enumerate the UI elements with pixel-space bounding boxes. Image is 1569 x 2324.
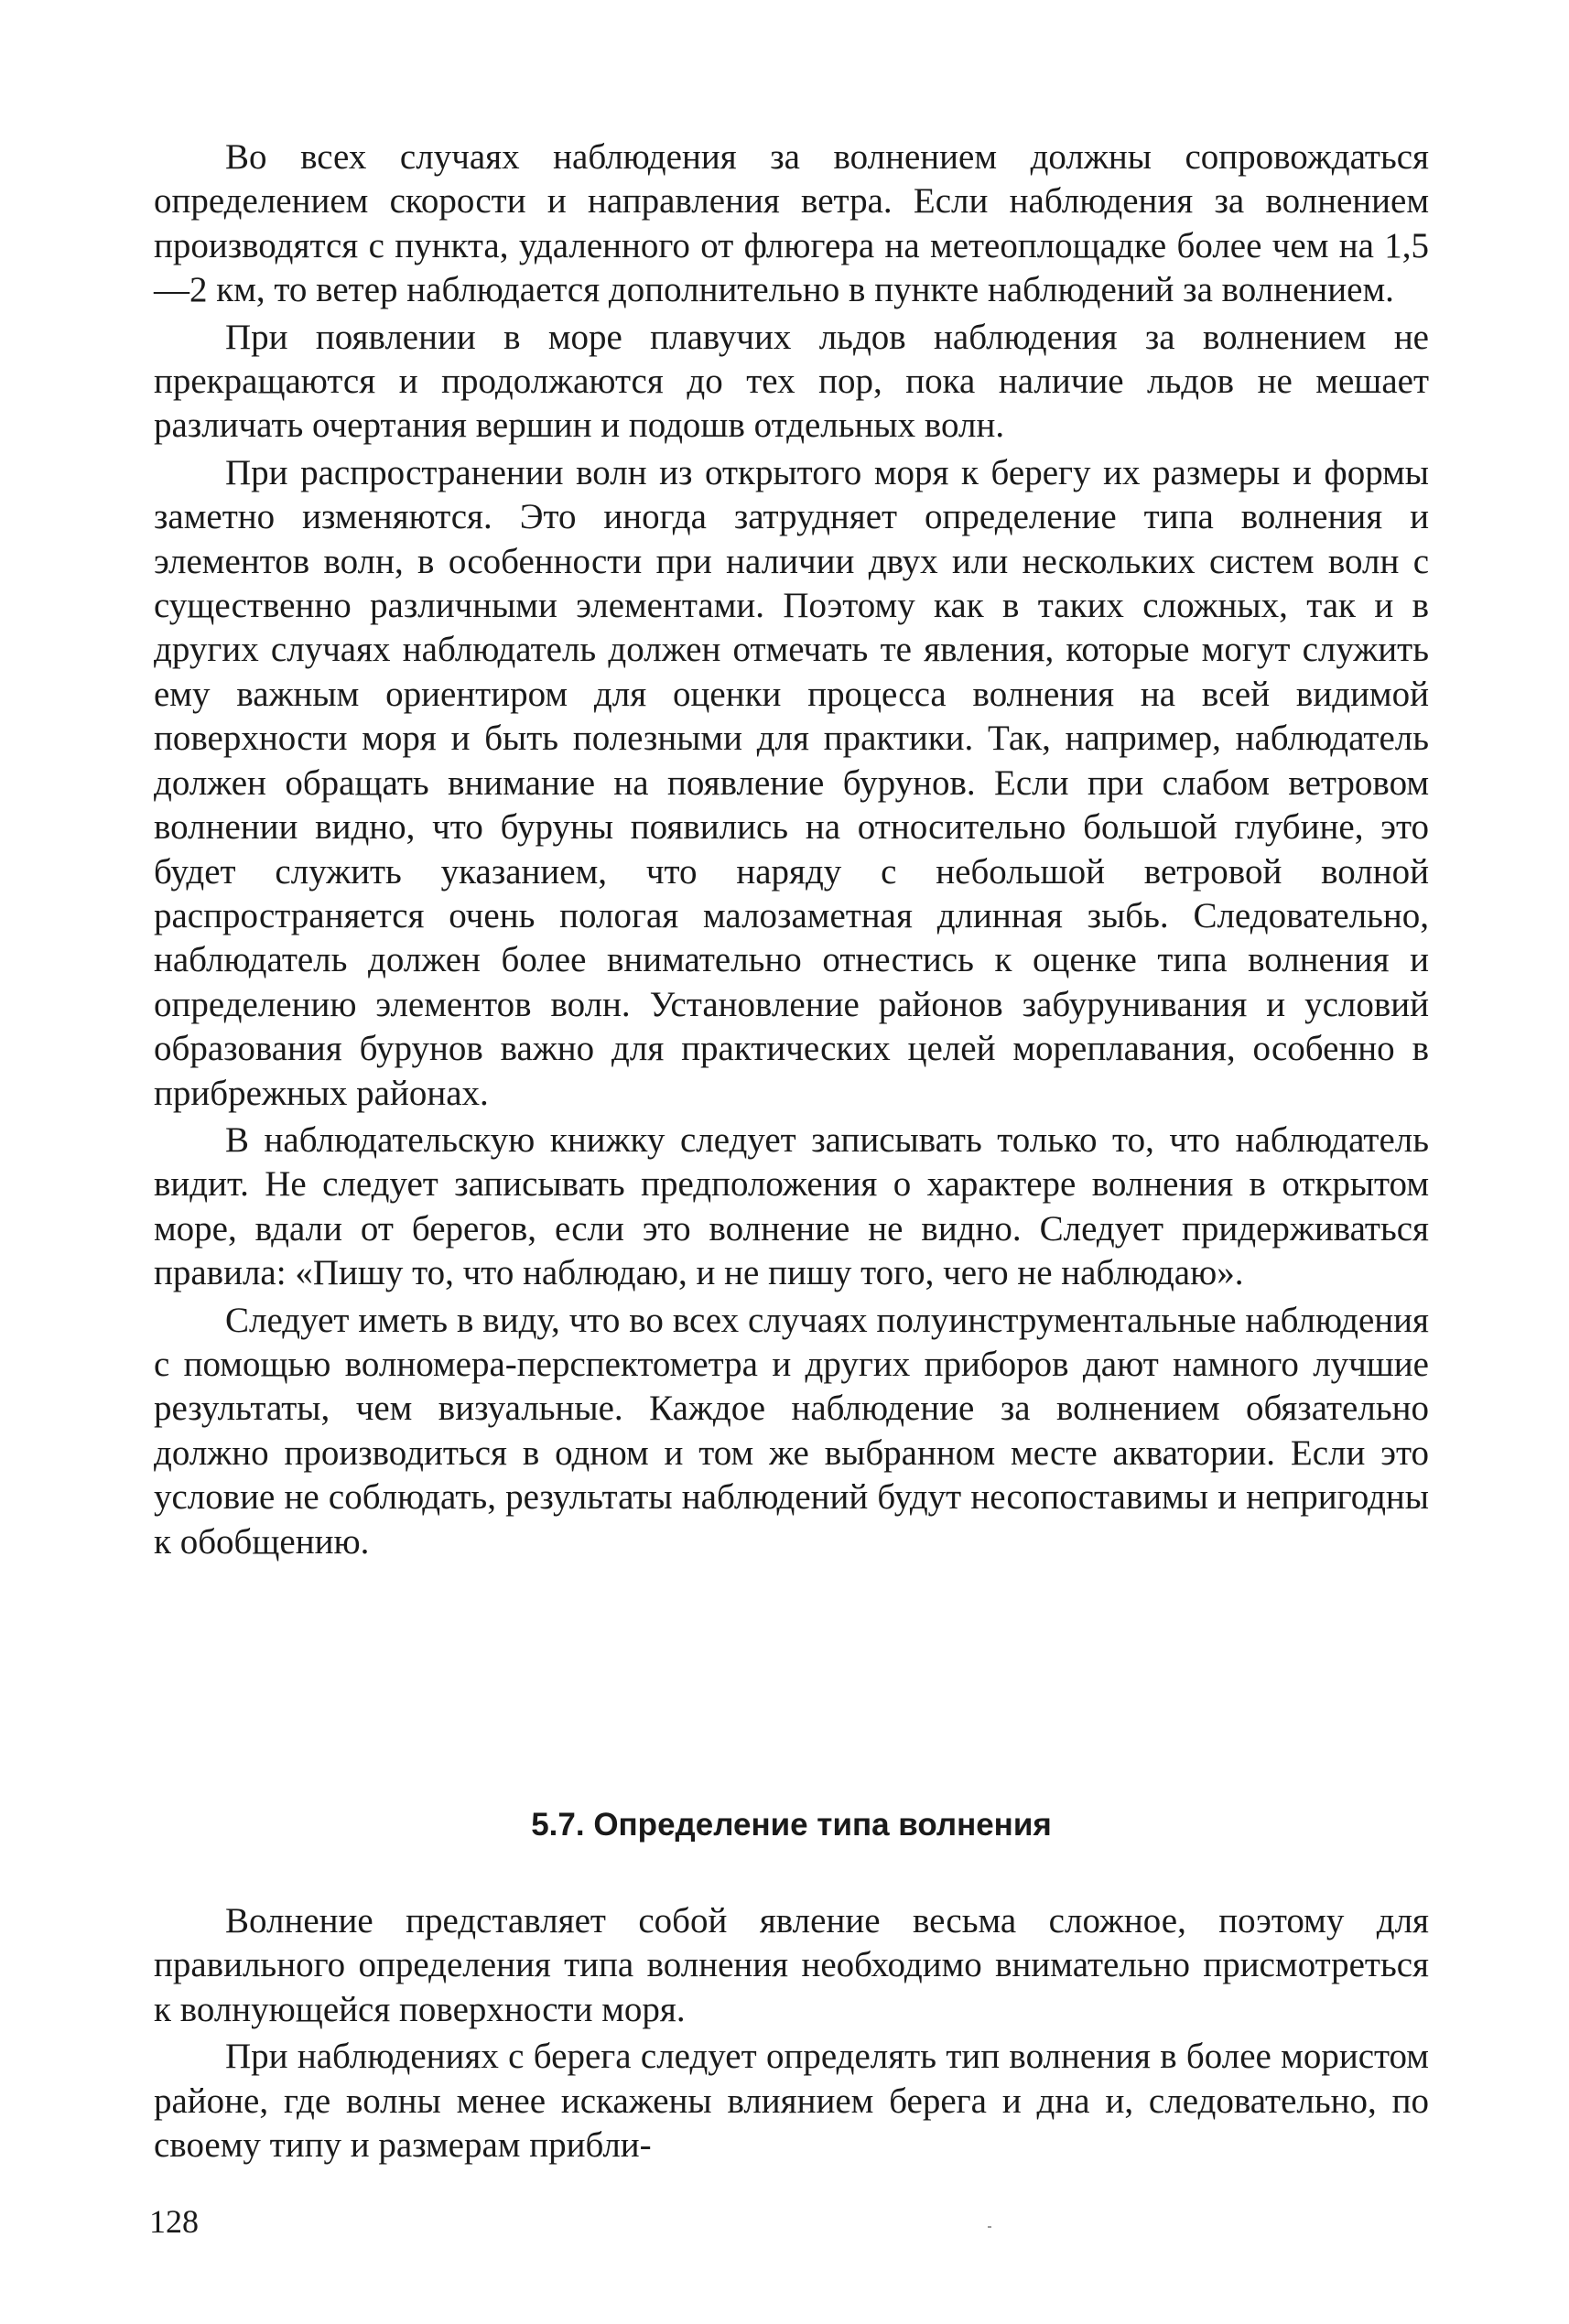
body-text-bottom bbox=[154, 1899, 1429, 2167]
paragraph-floating-ice: При появлении в море плавучих льдов наблюдения за волнением не прекращаются и продолжаются до тех пор, пока наличие льдов не мешает различать очертания вершин и подошв отдельных волн. bbox=[154, 317, 1429, 446]
scan-speck bbox=[988, 2226, 991, 2228]
paragraph-instrumental-observations: Следует иметь в виду, что во всех случаях полуинструментальные наблюдения с помощью волномера-перспектометра и других приборов дают намного лучшие результаты, чем визуальные. Каждое наблюдение за волнением обязательно должно производиться в одном и том же выбранном месте акватории. Если это условие не соблюдать, результаты наблюдений будут несопоставимы и непригодны к обобщению. bbox=[154, 1300, 1429, 1562]
paragraph-observation-notebook: В наблюдательскую книжку следует записывать только то, что наблюдатель видит. Не следует записывать предположения о характере волнения в открытом море, вдали от берегов, если это волнение не видно. Следует придерживаться правила: «Пишу то, что наблюдаю, и не пишу того, чего не наблюдаю». bbox=[154, 1119, 1429, 1293]
section-heading: 5.7. Определение типа волнения bbox=[531, 1807, 1052, 1843]
paragraph-shore-observations: При наблюдениях с берега следует определять тип волнения в более мористом районе, где волны менее искажены влиянием берега и дна и, следовательно, по своему типу и размерам прибли- bbox=[154, 2037, 1429, 2166]
paragraph-wind-observation: Во всех случаях наблюдения за волнением должны сопровождаться определением скорости и направления ветра. Если наблюдения за волнением производятся с пункта, удаленного от флюгера на метеоплощадке более чем на 1,5—2 км, то ветер наблюдается дополнительно в пункте наблюдений за волнением. bbox=[154, 137, 1429, 310]
paragraph-wave-propagation: При распространении волн из открытого моря к берегу их размеры и формы заметно изменяются. Это иногда затрудняет определение типа волнения и элементов волн, в особенности при наличии двух или нескольких систем волн с существенно различными элементами. Поэтому как в таких сложных, так и в других случаях наблюдатель должен отмечать те явления, которые могут служить ему важным ориентиром для оценки процесса волнения на всей видимой поверхности моря и быть полезными для практики. Так, например, наблюдатель должен обращать внимание на появление бурунов. Если при слабом ветровом волнении видно, что буруны появились на относительно большой глубине, это будет служить указанием, что наряду с небольшой ветровой волной распространяется очень пологая малозаметная длинная зыбь. Следовательно, наблюдатель должен более внимательно отнестись к оценке типа волнения и определению элементов волн. Установление районов забурунивания и условий образования бурунов важно для практических целей мореплавания, особенно в прибрежных районах. bbox=[154, 452, 1429, 1113]
page-number: 128 bbox=[149, 2203, 199, 2240]
body-text-top bbox=[154, 135, 1429, 1564]
paragraph-wave-complexity: Волнение представляет собой явление весьма сложное, поэтому для правильного определения типа волнения необходимо внимательно присмотреться к волнующейся поверхности моря. bbox=[154, 1901, 1429, 2029]
